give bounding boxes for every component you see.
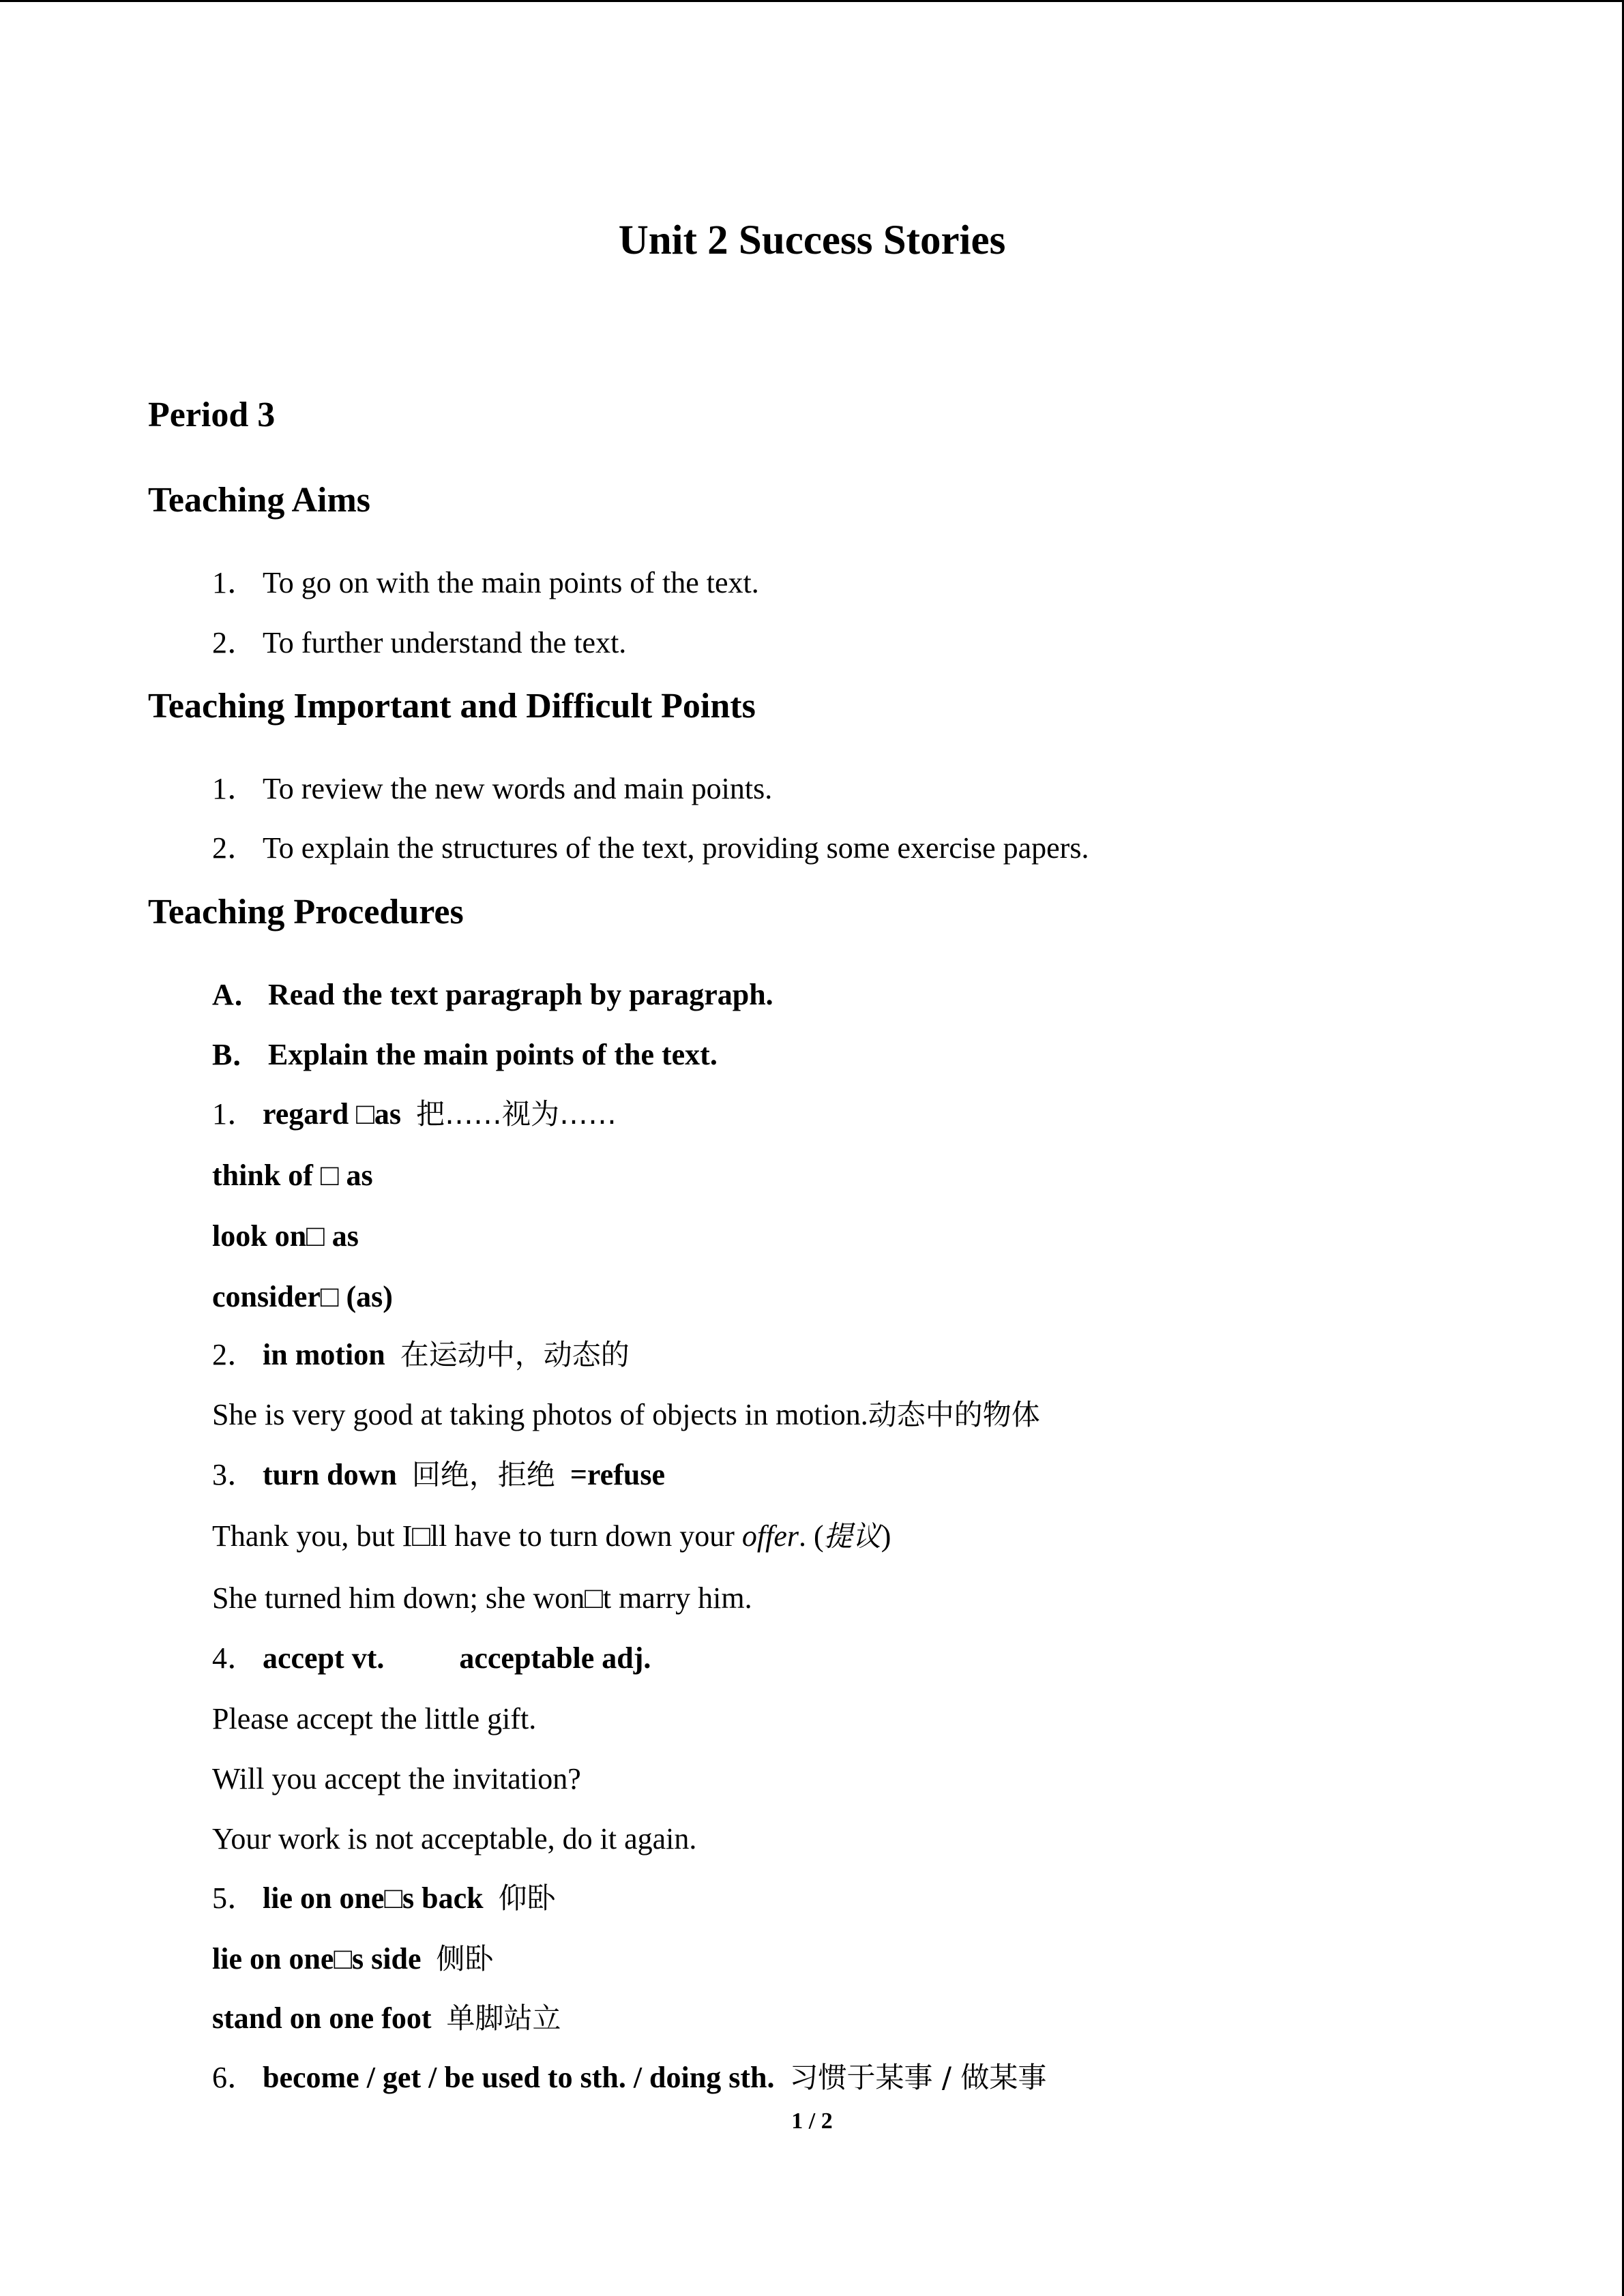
aims-item-1	[212, 568, 759, 598]
points-item-2	[212, 833, 1089, 863]
example-english: She is very good at taking photos of objects in motion.	[212, 1398, 868, 1431]
step-letter: B．	[212, 1038, 263, 1071]
step-text: Explain the main points of the text.	[268, 1038, 718, 1071]
point-meaning: 侧卧	[436, 1942, 494, 1976]
point-3-example-1	[212, 1521, 891, 1551]
point-1-variant-1: think of □ as	[212, 1159, 373, 1192]
point-meaning: 把……视为……	[415, 1097, 617, 1131]
point-phrase: lie on one□s back	[263, 1881, 484, 1915]
example-text-after: . (	[799, 1519, 824, 1553]
aims-item-number: 1．	[212, 566, 257, 599]
point-phrase: lie on one□s side	[212, 1942, 422, 1976]
point-item-4	[212, 1643, 651, 1673]
point-number: 6．	[212, 2061, 257, 2094]
point-item-2	[212, 1340, 630, 1370]
point-4-example-2: Will you accept the invitation?	[212, 1762, 581, 1795]
teaching-aims-heading: Teaching Aims	[148, 481, 371, 520]
example-chinese: 提议	[823, 1519, 881, 1553]
example-italic-word: offer	[741, 1519, 799, 1553]
important-points-heading: Teaching Important and Difficult Points	[148, 687, 756, 726]
point-meaning: 在运动中，动态的	[400, 1338, 630, 1371]
example-text: Thank you, but I□ll have to turn down your	[212, 1519, 742, 1553]
point-number: 5．	[212, 1881, 257, 1915]
aims-item-2	[212, 628, 626, 658]
point-number: 4．	[212, 1641, 257, 1675]
aims-item-text: To further understand the text.	[263, 626, 627, 659]
point-phrase: in motion	[263, 1338, 385, 1371]
page-number: 1 / 2	[791, 2108, 833, 2134]
points-item-text: To review the new words and main points.	[263, 772, 773, 805]
aims-item-text: To go on with the main points of the text.	[263, 566, 759, 599]
point-1-variant-2: look on□ as	[212, 1219, 359, 1253]
point-word-2: acceptable adj.	[459, 1641, 651, 1675]
point-word-1: accept vt.	[263, 1641, 385, 1675]
point-meaning: 单脚站立	[446, 2001, 561, 2035]
point-phrase: regard □as	[263, 1097, 401, 1131]
point-phrase: turn down	[263, 1458, 397, 1491]
point-4-example-3: Your work is not acceptable, do it again.	[212, 1822, 697, 1855]
period-heading: Period 3	[148, 396, 276, 434]
procedure-step-a	[212, 980, 773, 1010]
step-text: Read the text paragraph by paragraph.	[268, 978, 773, 1011]
aims-item-number: 2．	[212, 626, 257, 659]
procedure-step-b	[212, 1040, 718, 1070]
point-meaning: 习惯于某事 / 做某事	[789, 2061, 1047, 2094]
point-1-variant-3: consider□ (as)	[212, 1280, 393, 1313]
points-item-number: 2．	[212, 831, 257, 865]
points-item-text: To explain the structures of the text, providing some exercise papers.	[263, 831, 1089, 865]
point-4-example-1: Please accept the little gift.	[212, 1702, 537, 1735]
points-item-number: 1．	[212, 772, 257, 805]
point-item-1	[212, 1099, 617, 1129]
points-item-1	[212, 774, 772, 804]
point-meaning: 回绝，拒绝	[411, 1458, 555, 1491]
example-close: )	[881, 1519, 891, 1553]
point-synonym: =refuse	[570, 1458, 665, 1491]
point-phrase: stand on one foot	[212, 2001, 432, 2035]
point-5-line-2	[212, 2003, 561, 2033]
point-phrase: become / get / be used to sth. / doing sth.	[263, 2061, 775, 2094]
point-number: 2．	[212, 1338, 257, 1371]
document-title: Unit 2 Success Stories	[618, 218, 1006, 263]
point-5-line-1	[212, 1944, 494, 1974]
point-item-3	[212, 1460, 665, 1490]
point-item-5	[212, 1883, 556, 1913]
point-number: 1．	[212, 1097, 257, 1131]
step-letter: A．	[212, 978, 264, 1011]
example-chinese: 动态中的物体	[868, 1398, 1040, 1431]
point-meaning: 仰卧	[498, 1881, 556, 1915]
point-2-example	[212, 1400, 1040, 1430]
point-item-6	[212, 2063, 1046, 2093]
teaching-procedures-heading: Teaching Procedures	[148, 893, 464, 931]
point-number: 3．	[212, 1458, 257, 1491]
point-3-example-2: She turned him down; she won□t marry him.	[212, 1581, 752, 1615]
